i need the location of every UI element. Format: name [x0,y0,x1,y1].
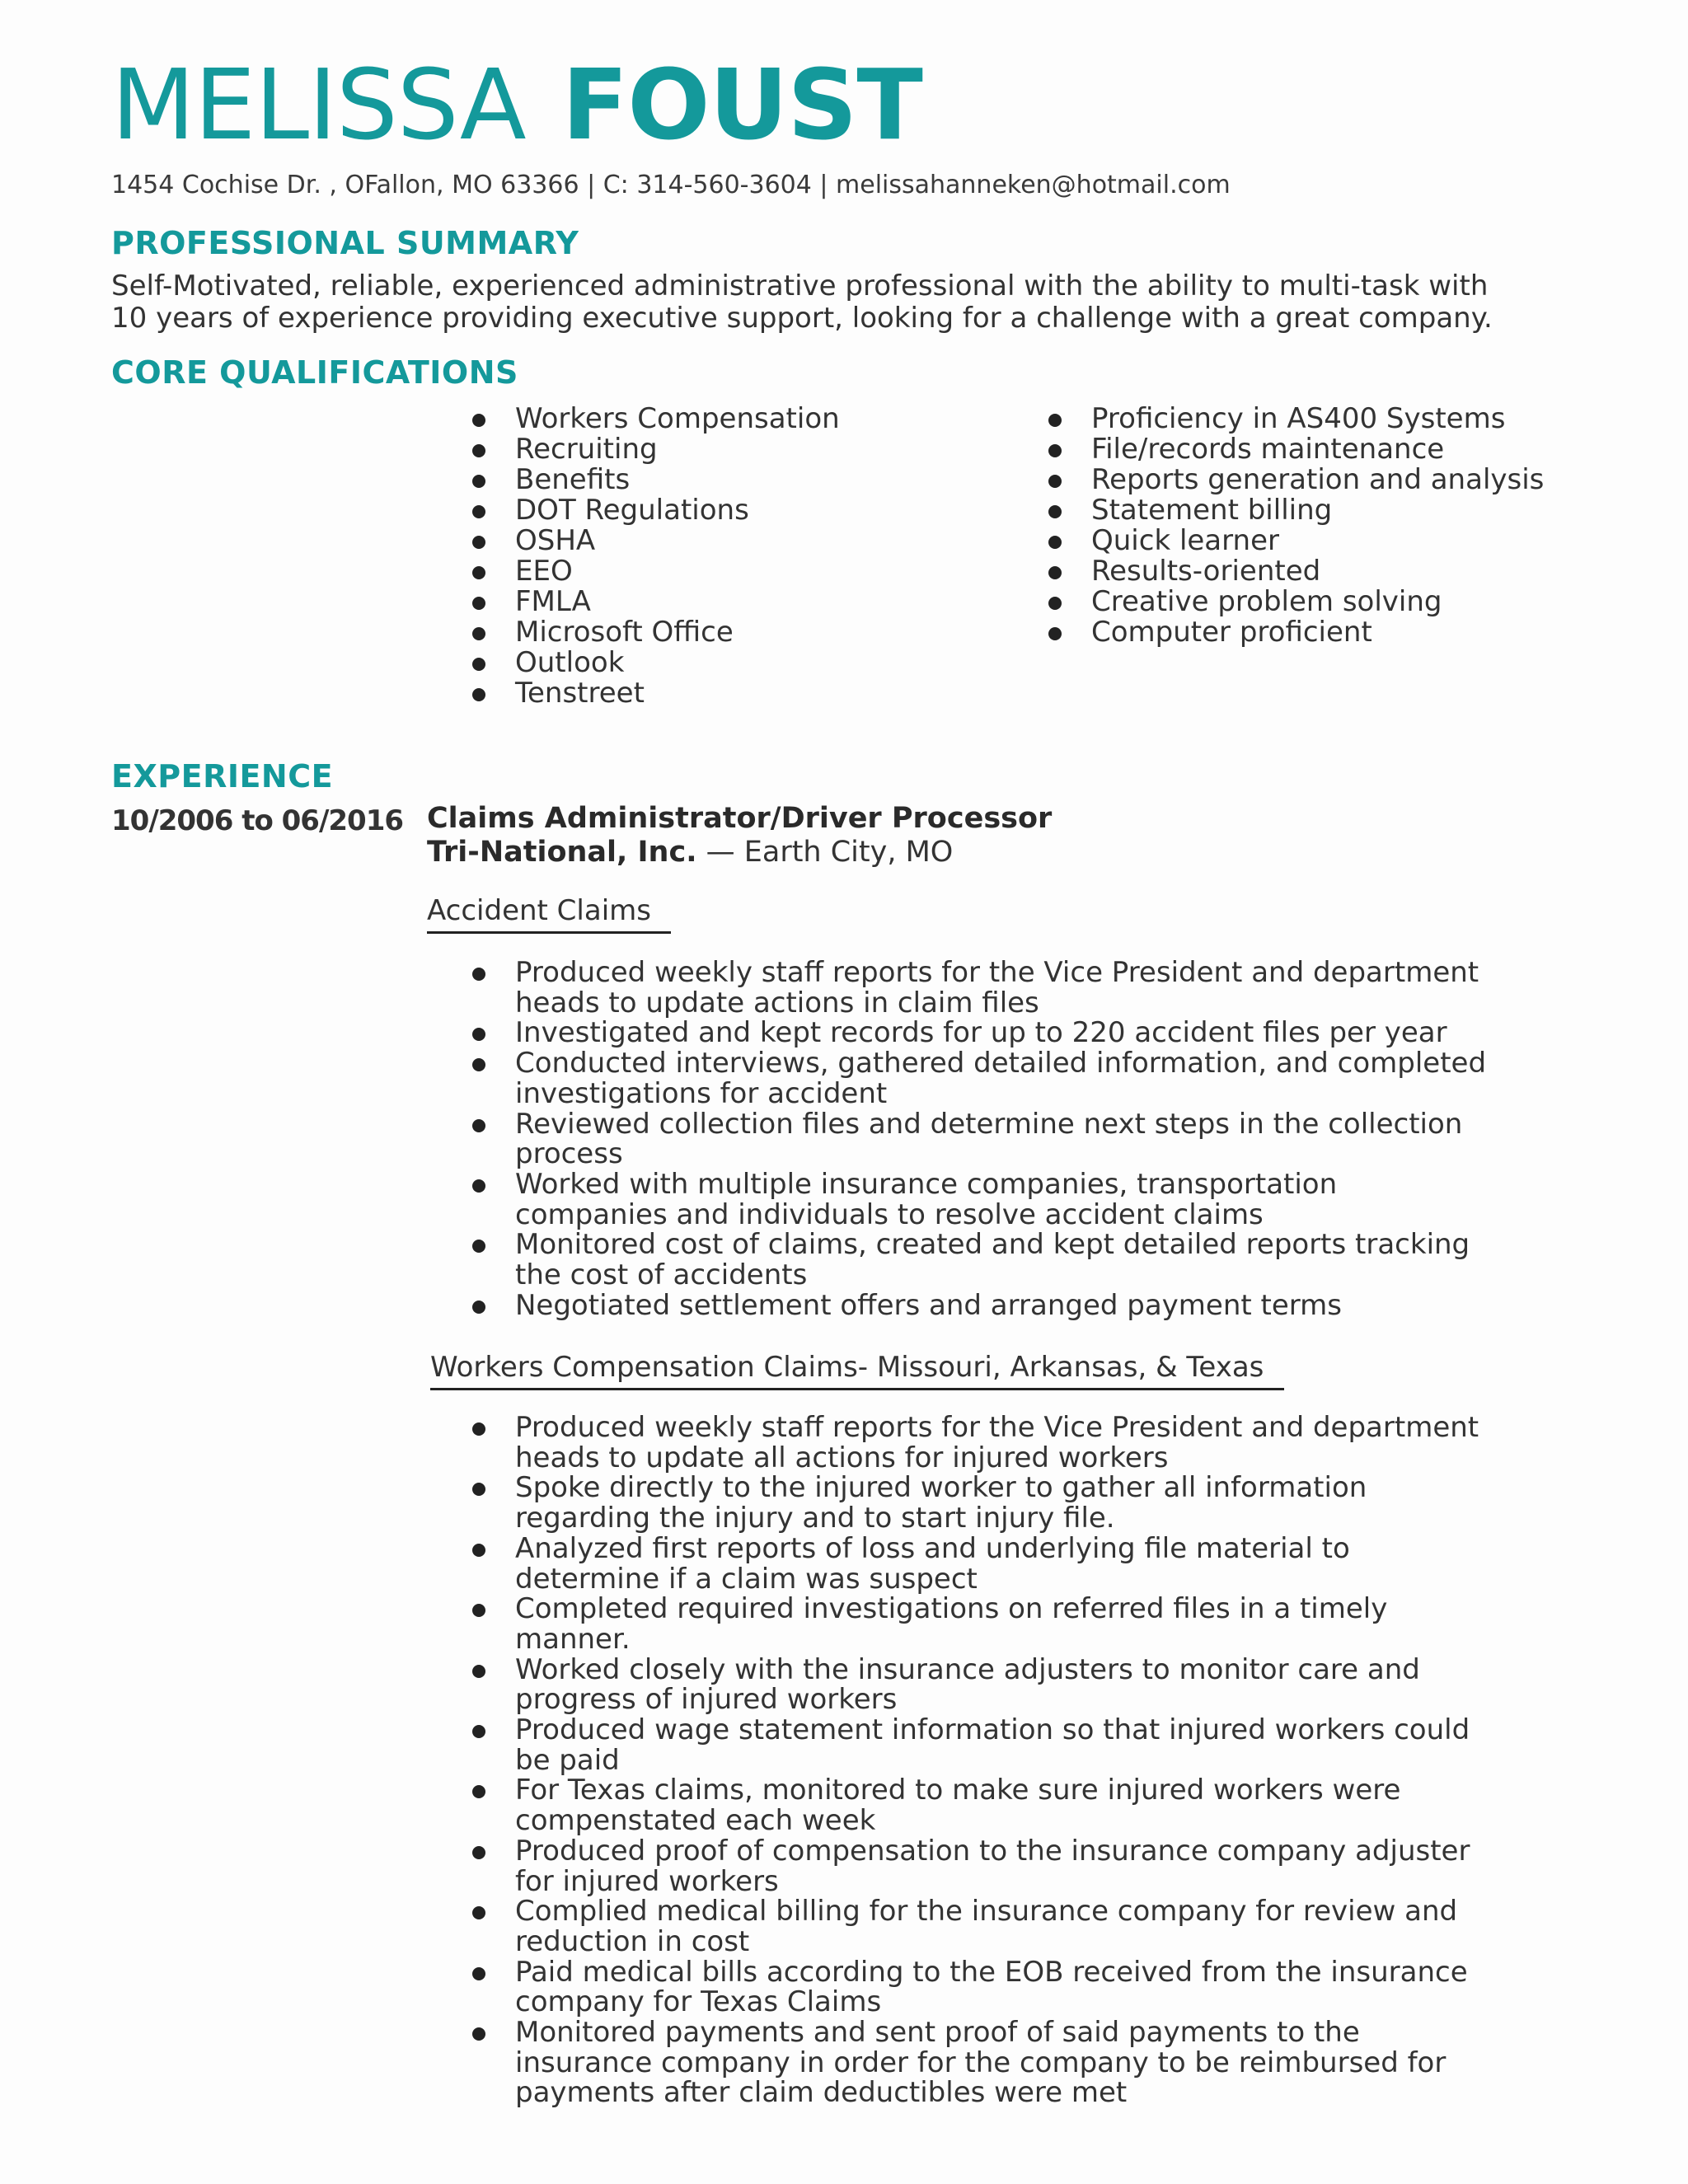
summary-line-1: Self-Motivated, reliable, experienced administrative professional with the ability to multi-task with [111,269,1489,302]
list-item [472,1169,1494,1230]
bullet-icon [472,1119,485,1132]
bullet-icon [472,1028,485,1041]
summary-line-2: 10 years of experience providing executive support, looking for a challenge with a great company. [111,302,1493,335]
qualifications-heading: CORE QUALIFICATIONS [111,354,518,391]
bullet-icon [472,1301,485,1314]
list-item [472,1230,1494,1290]
list-item [472,1018,1494,1048]
bullet-icon [472,1058,485,1071]
bullet-icon [472,444,485,457]
bullet-icon [472,1725,485,1738]
list-item-text: Spoke directly to the injured worker to gather all information regarding the injury and to start injury file. [515,1471,1367,1535]
bullet-icon [472,1483,485,1496]
list-item-text: Reports generation and analysis [1091,463,1545,496]
bullet-icon [1048,414,1062,427]
bullet-icon [472,2027,485,2041]
bullet-icon [1048,627,1062,640]
list-item-text: Worked with multiple insurance companies, transportation companies and individuals to resolve accident claims [515,1167,1338,1231]
list-item [472,1473,1494,1533]
list-item-text: Completed required investigations on referred files in a timely manner. [515,1592,1388,1656]
list-item [472,1531,1494,1596]
bullet-icon [472,688,485,701]
qualifications-list-left [472,404,840,709]
list-item-text: DOT Regulations [515,494,749,527]
job-company-line [427,835,953,869]
list-item-text: Conducted interviews, gathered detailed information, and completed investigations for accident [515,1047,1487,1110]
list-item [472,465,840,495]
list-item [1048,495,1544,526]
bullet-icon [1048,597,1062,610]
list-item-text: Statement billing [1091,494,1333,527]
bullet-icon [1048,566,1062,579]
bullet-icon [472,968,485,981]
list-item-text: Benefits [515,463,631,496]
list-item [472,587,840,617]
candidate-name [111,48,922,162]
list-item [472,958,1494,1018]
list-item [472,495,840,526]
list-item [472,526,840,556]
list-item [472,1048,1494,1108]
list-item-text: Monitored cost of claims, created and kept detailed reports tracking the cost of accidents [515,1228,1470,1292]
list-item-text: Outlook [515,646,625,679]
list-item-text: Quick learner [1091,524,1279,557]
list-item-text: Recruiting [515,433,658,466]
bullet-icon [472,597,485,610]
list-item [472,2018,1494,2108]
list-item [472,1774,1494,1838]
bullet-icon [472,1785,485,1798]
list-item [472,404,840,434]
company-name: Tri-National, Inc. [427,836,697,869]
list-item [472,1594,1494,1654]
list-item [1048,434,1544,465]
bullet-icon [472,1240,485,1253]
bullet-icon [472,1846,485,1859]
list-item [472,648,840,678]
job-location: — Earth City, MO [696,836,954,869]
list-item [472,1413,1494,1473]
experience-heading: EXPERIENCE [111,758,334,794]
bullet-icon [1048,505,1062,518]
bullet-icon [472,414,485,427]
list-item-text: Investigated and kept records for up to 220 accident files per year [515,1016,1447,1050]
list-item-text: FMLA [515,585,591,618]
bullet-icon [1048,536,1062,549]
bullet-icon [472,1906,485,1919]
bullet-icon [1048,475,1062,488]
list-item [472,1288,1494,1322]
list-item-text: For Texas claims, monitored to make sure injured workers were compenstated each week [515,1774,1401,1838]
list-item [1048,526,1544,556]
bullet-icon [472,1179,485,1193]
list-item-text: Proficiency in AS400 Systems [1091,402,1506,435]
list-item-text: Paid medical bills according to the EOB received from the insurance company for Texas Claims [515,1955,1468,2019]
bullet-icon [472,1665,485,1678]
list-item [472,1109,1494,1169]
job-date-range: 10/2006 to 06/2016 [111,804,404,837]
list-item [472,1715,1494,1775]
list-item-text: EEO [515,555,573,588]
first-name: MELISSA [111,48,526,162]
list-item-text: Worked closely with the insurance adjusters to monitor care and progress of injured workers [515,1652,1420,1717]
bullet-icon [472,1422,485,1436]
list-item-text: Produced wage statement information so that injured workers could be paid [515,1713,1470,1777]
bullet-icon [472,658,485,671]
list-item [1048,465,1544,495]
list-item-text: Computer proficient [1091,616,1372,649]
bullet-icon [472,627,485,640]
list-item-text: Analyzed first reports of loss and underlying file material to determine if a claim was suspect [515,1531,1350,1596]
bullet-icon [472,1604,485,1617]
list-item [1048,556,1544,587]
list-item-text: OSHA [515,524,596,557]
list-item-text: Produced proof of compensation to the insurance company adjuster for injured workers [515,1834,1470,1898]
list-item-text: Negotiated settlement offers and arranged payment terms [515,1288,1342,1322]
list-item [472,617,840,648]
summary-heading: PROFESSIONAL SUMMARY [111,225,579,261]
list-item [472,1652,1494,1717]
accident-claims-subheading: Accident Claims [427,894,671,934]
list-item-text: Produced weekly staff reports for the Vice President and department heads to update all actions for injured workers [515,1411,1479,1474]
list-item [1048,404,1544,434]
contact-line: 1454 Cochise Dr. , OFallon, MO 63366 | C: 314-560-3604 | melissahanneken@hotmail.com [111,171,1231,199]
list-item [472,1957,1494,2018]
bullet-icon [472,536,485,549]
job-title: Claims Administrator/Driver Processor [427,802,1053,835]
last-name: FOUST [561,48,922,162]
list-item-text: Produced weekly staff reports for the Vice President and department heads to update actions in claim files [515,956,1479,1019]
workers-comp-list [472,1413,1494,2108]
list-item-text: Creative problem solving [1091,585,1442,618]
bullet-icon [1048,444,1062,457]
list-item-text: Monitored payments and sent proof of said payments to the insurance company in order for the company to be reimbursed for payments after claim deductibles were met [515,2016,1447,2110]
list-item-text: Reviewed collection files and determine next steps in the collection process [515,1107,1463,1171]
bullet-icon [472,505,485,518]
list-item [472,556,840,587]
list-item [472,1836,1494,1896]
list-item-text: File/records maintenance [1091,433,1445,466]
workers-comp-subheading: Workers Compensation Claims- Missouri, Arkansas, & Texas [430,1351,1284,1390]
qualifications-list-right [1048,404,1544,648]
list-item-text: Tenstreet [515,677,645,710]
list-item [472,1896,1494,1957]
list-item [472,434,840,465]
bullet-icon [472,475,485,488]
bullet-icon [472,566,485,579]
list-item [1048,617,1544,648]
list-item-text: Workers Compensation [515,402,840,435]
list-item [472,678,840,709]
list-item-text: Complied medical billing for the insurance company for review and reduction in cost [515,1895,1458,1958]
bullet-icon [472,1967,485,1980]
list-item-text: Microsoft Office [515,616,734,649]
accident-claims-list [472,958,1494,1320]
bullet-icon [472,1544,485,1557]
list-item-text: Results-oriented [1091,555,1321,588]
list-item [1048,587,1544,617]
summary-text [111,269,1493,335]
